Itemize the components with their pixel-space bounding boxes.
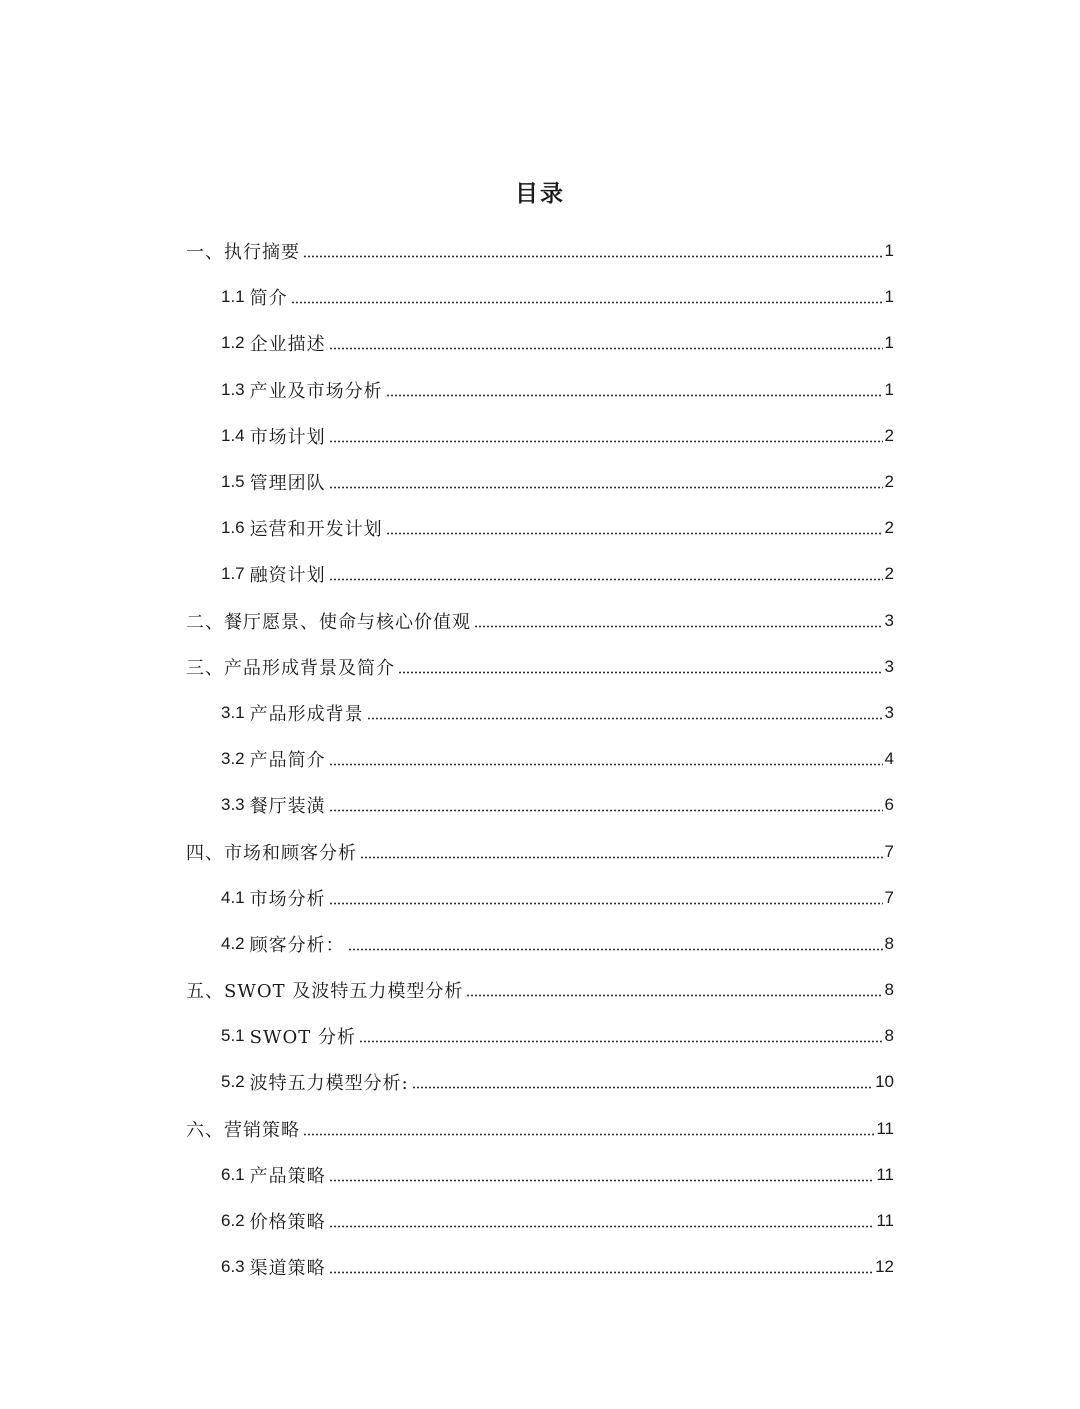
toc-entry-title: 市场分析 [249, 888, 326, 910]
toc-dot-leader [329, 565, 883, 583]
toc-dot-leader [386, 519, 883, 537]
toc-subsection-entry[interactable] [0, 1013, 1080, 1059]
toc-entry-title: 渠道策略 [249, 1258, 326, 1280]
toc-subsection-entry[interactable] [0, 505, 1080, 551]
toc-dot-leader [329, 750, 883, 768]
toc-subsection-entry[interactable] [0, 413, 1080, 459]
toc-subsection-entry[interactable] [0, 782, 1080, 828]
toc-entry-title: 简介 [249, 288, 288, 310]
toc-entry-title: 顾客分析： [249, 934, 345, 956]
toc-section-entry[interactable] [0, 1106, 1080, 1152]
toc-page-number: 8 [884, 1026, 894, 1046]
toc-entry-number: 1.7 [221, 564, 245, 584]
toc-page-number: 3 [884, 702, 894, 722]
toc-entry-title: 二、餐厅愿景、使命与核心价值观 [186, 611, 471, 633]
toc-subsection-entry[interactable] [0, 320, 1080, 366]
toc-entry-number: 6.1 [221, 1164, 245, 1184]
toc-entry-number: 6.3 [221, 1257, 245, 1277]
toc-entry-number: 3.1 [221, 702, 245, 722]
toc-subsection-entry[interactable] [0, 367, 1080, 413]
toc-dot-leader [329, 473, 883, 491]
toc-page-number: 6 [884, 795, 894, 815]
toc-entry-number: 1.3 [221, 379, 245, 399]
toc-subsection-entry[interactable] [0, 736, 1080, 782]
toc-page-number: 8 [884, 980, 894, 1000]
toc-subsection-entry[interactable] [0, 1152, 1080, 1198]
toc-section-entry[interactable] [0, 967, 1080, 1013]
toc-subsection-entry[interactable] [0, 690, 1080, 736]
toc-entry-title: 运营和开发计划 [249, 519, 383, 541]
toc-entry-title: 价格策略 [249, 1212, 326, 1234]
toc-section-entry[interactable] [0, 598, 1080, 644]
toc-section-entry[interactable] [0, 228, 1080, 274]
toc-page-number: 1 [884, 241, 894, 261]
toc-entry-number: 3.3 [221, 795, 245, 815]
toc-dot-leader [303, 242, 883, 260]
toc-dot-leader [412, 1073, 873, 1091]
toc-dot-leader [360, 843, 883, 861]
toc-entry-title: 四、市场和顾客分析 [186, 842, 357, 864]
toc-page-number: 1 [884, 333, 894, 353]
toc-entry-number: 4.1 [221, 887, 245, 907]
toc-entry-number: 4.2 [221, 933, 245, 953]
toc-entry-number: 1.2 [221, 333, 245, 353]
toc-page-number: 11 [876, 1118, 894, 1138]
toc-entry-title: 六、营销策略 [186, 1119, 300, 1141]
toc-page-number: 7 [884, 841, 894, 861]
toc-page-number: 11 [876, 1211, 894, 1231]
toc-page-number: 11 [876, 1164, 894, 1184]
toc-subsection-entry[interactable] [0, 1198, 1080, 1244]
toc-page-number: 2 [884, 564, 894, 584]
toc-entry-title: 融资计划 [249, 565, 326, 587]
toc-page-number: 8 [884, 933, 894, 953]
toc-dot-leader [329, 1258, 873, 1276]
toc-dot-leader [303, 1120, 874, 1138]
toc-page-number: 2 [884, 518, 894, 538]
toc-page-number: 1 [884, 379, 894, 399]
toc-entry-number: 1.1 [221, 287, 245, 307]
toc-subsection-entry[interactable] [0, 551, 1080, 597]
toc-entry-number: 3.2 [221, 749, 245, 769]
toc-dot-leader [329, 889, 883, 907]
toc-entry-title: 波特五力模型分析: [249, 1073, 409, 1095]
toc-dot-leader [386, 381, 883, 399]
toc-entry-title: 管理团队 [249, 473, 326, 495]
toc-page-number: 4 [884, 749, 894, 769]
toc-dot-leader [367, 704, 883, 722]
toc-entry-title: SWOT 分析 [249, 1027, 356, 1049]
toc-dot-leader [474, 612, 883, 630]
toc-entry-title: 市场计划 [249, 426, 326, 448]
toc-page-number: 7 [884, 887, 894, 907]
toc-entry-title: 三、产品形成背景及简介 [186, 657, 395, 679]
toc-list [0, 228, 1080, 1290]
toc-entry-number: 1.6 [221, 518, 245, 538]
toc-entry-title: 产品形成背景 [249, 703, 364, 725]
toc-entry-title: 产品策略 [249, 1165, 326, 1187]
toc-entry-title: 产业及市场分析 [249, 380, 383, 402]
toc-entry-number: 5.1 [221, 1026, 245, 1046]
toc-page-number: 3 [884, 656, 894, 676]
toc-entry-title: 五、SWOT 及波特五力模型分析 [186, 981, 464, 1003]
toc-dot-leader [329, 334, 883, 352]
toc-dot-leader [291, 288, 883, 306]
toc-entry-number: 1.5 [221, 472, 245, 492]
toc-dot-leader [466, 981, 882, 999]
toc-dot-leader [398, 658, 883, 676]
toc-entry-title: 一、执行摘要 [186, 242, 300, 264]
toc-subsection-entry[interactable] [0, 875, 1080, 921]
toc-page-number: 3 [884, 610, 894, 630]
toc-page-number: 12 [875, 1257, 894, 1277]
toc-entry-number: 5.2 [221, 1072, 245, 1092]
toc-dot-leader [359, 1027, 883, 1045]
toc-entry-title: 企业描述 [249, 334, 326, 356]
toc-dot-leader [329, 796, 883, 814]
toc-dot-leader [348, 935, 883, 953]
toc-subsection-entry[interactable] [0, 1059, 1080, 1105]
toc-entry-number: 6.2 [221, 1211, 245, 1231]
toc-subsection-entry[interactable] [0, 1244, 1080, 1290]
toc-section-entry[interactable] [0, 828, 1080, 874]
toc-entry-title: 产品简介 [249, 750, 326, 772]
toc-dot-leader [329, 1212, 875, 1230]
toc-subsection-entry[interactable] [0, 274, 1080, 320]
toc-page-number: 2 [884, 425, 894, 445]
toc-dot-leader [329, 1166, 875, 1184]
toc-subsection-entry[interactable] [0, 459, 1080, 505]
toc-section-entry[interactable] [0, 644, 1080, 690]
toc-page-number: 1 [884, 287, 894, 307]
toc-subsection-entry[interactable] [0, 921, 1080, 967]
toc-dot-leader [329, 427, 883, 445]
toc-title: 目录 [515, 181, 565, 207]
toc-page-number: 10 [875, 1072, 894, 1092]
toc-page-number: 2 [884, 472, 894, 492]
toc-entry-title: 餐厅装潢 [249, 796, 326, 818]
toc-entry-number: 1.4 [221, 425, 245, 445]
